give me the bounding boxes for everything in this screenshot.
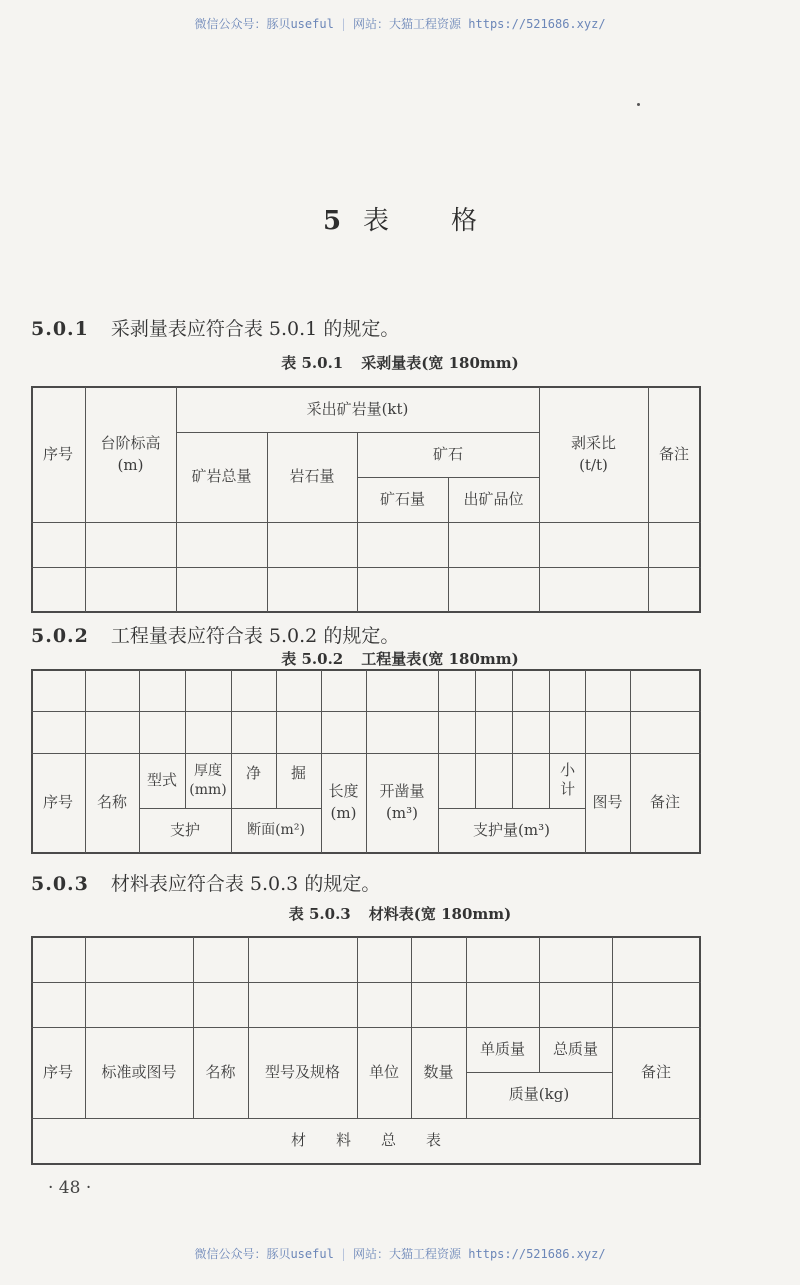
header-label: 开凿量: [379, 782, 425, 801]
clause-number: 5.0.3: [31, 873, 89, 895]
header-total-mass: 总质量: [552, 1039, 598, 1058]
watermark-top: [0, 15, 800, 32]
clause-number: 5.0.1: [31, 318, 89, 340]
watermark-bottom: [0, 1245, 800, 1262]
chapter-title: [0, 200, 800, 237]
table-number: 表 5.0.2: [281, 650, 344, 668]
header-excavated: 掘: [290, 764, 306, 782]
header-ore-grade: 出矿品位: [463, 489, 524, 508]
header-thickness: [185, 753, 231, 808]
header-seq: 序号: [42, 793, 73, 812]
table-number: 表 5.0.3: [288, 905, 351, 923]
watermark-website[interactable]: 网站：大猫工程资源 https://521686.xyz/: [353, 1247, 606, 1261]
chapter-title-char: 表: [363, 206, 390, 236]
header-mass: 质量(kg): [508, 1085, 570, 1104]
clause-5-0-3: [31, 869, 380, 896]
watermark-separator: |: [339, 17, 348, 31]
header-model-spec: 型号及规格: [264, 1062, 340, 1081]
clause-5-0-2: [31, 621, 399, 648]
header-net: 净: [245, 764, 261, 782]
header-subtotal: [549, 753, 585, 808]
header-remarks: 备注: [658, 444, 689, 463]
watermark-website[interactable]: 网站：大猫工程资源 https://521686.xyz/: [353, 17, 606, 31]
header-unit: (m): [117, 455, 144, 474]
table-caption-5-0-2: [0, 648, 800, 669]
header-unit-mass: 单质量: [479, 1039, 525, 1058]
watermark-wechat: 微信公众号：豚贝useful: [194, 1247, 334, 1261]
header-name: 名称: [96, 793, 127, 812]
header-strip-ratio: [539, 387, 648, 522]
summary-row: 材 料 总 表: [290, 1131, 441, 1150]
header-type: 型式: [146, 770, 177, 789]
clause-number: 5.0.2: [31, 625, 89, 647]
header-support: 支护: [169, 820, 200, 839]
header-name: 名称: [205, 1062, 236, 1081]
clause-text: 采剥量表应符合表 5.0.1 的规定。: [110, 318, 400, 340]
page-number: · 48 ·: [48, 1178, 92, 1198]
header-label: 小计: [558, 761, 577, 800]
header-seq: 序号: [42, 444, 73, 463]
header-unit: (mm): [189, 781, 227, 798]
header-total-rock: 矿岩总量: [191, 467, 252, 486]
watermark-separator: |: [339, 1247, 348, 1261]
table-title: 工程量表(宽 180mm): [361, 650, 519, 668]
header-unit: 单位: [368, 1062, 399, 1081]
chapter-title-char: 格: [451, 206, 478, 236]
header-excavation-volume: [366, 753, 438, 853]
clause-text: 工程量表应符合表 5.0.2 的规定。: [110, 625, 400, 647]
header-label: 剥采比: [570, 433, 616, 452]
watermark-wechat: 微信公众号：豚贝useful: [194, 17, 334, 31]
table-title: 采剥量表(宽 180mm): [361, 354, 519, 372]
header-standard-drawing: 标准或图号: [101, 1062, 177, 1081]
header-label: 厚度: [194, 763, 222, 780]
header-label: 长度: [328, 782, 359, 801]
header-unit: (m³): [386, 804, 418, 822]
header-waste: 岩石量: [289, 467, 335, 486]
header-label: 台阶标高: [100, 433, 161, 452]
header-label: 断面(m²): [247, 822, 305, 839]
clause-5-0-1: [31, 314, 399, 341]
header-section-area: [231, 808, 321, 853]
chapter-number: 5: [322, 206, 342, 236]
header-length: [321, 753, 366, 853]
header-unit: (m): [330, 804, 357, 822]
table-caption-5-0-1: [0, 352, 800, 373]
header-unit: (t/t): [579, 455, 608, 474]
table-caption-5-0-3: [0, 903, 800, 924]
table-number: 表 5.0.1: [281, 354, 344, 372]
header-quantity: 数量: [423, 1062, 454, 1081]
header-drawing-no: 图号: [592, 793, 623, 812]
header-remarks: 备注: [640, 1062, 671, 1081]
header-support-volume: 支护量(m³): [473, 820, 550, 839]
header-ore-qty: 矿石量: [379, 489, 425, 508]
header-bench-elevation: [85, 387, 176, 522]
header-ore: 矿石: [432, 444, 463, 463]
header-mined-rock: 采出矿岩量(kt): [306, 399, 409, 418]
scan-dot: [637, 103, 640, 106]
clause-text: 材料表应符合表 5.0.3 的规定。: [110, 873, 381, 895]
header-seq: 序号: [42, 1062, 73, 1081]
table-title: 材料表(宽 180mm): [368, 905, 512, 923]
header-remarks: 备注: [649, 793, 680, 812]
